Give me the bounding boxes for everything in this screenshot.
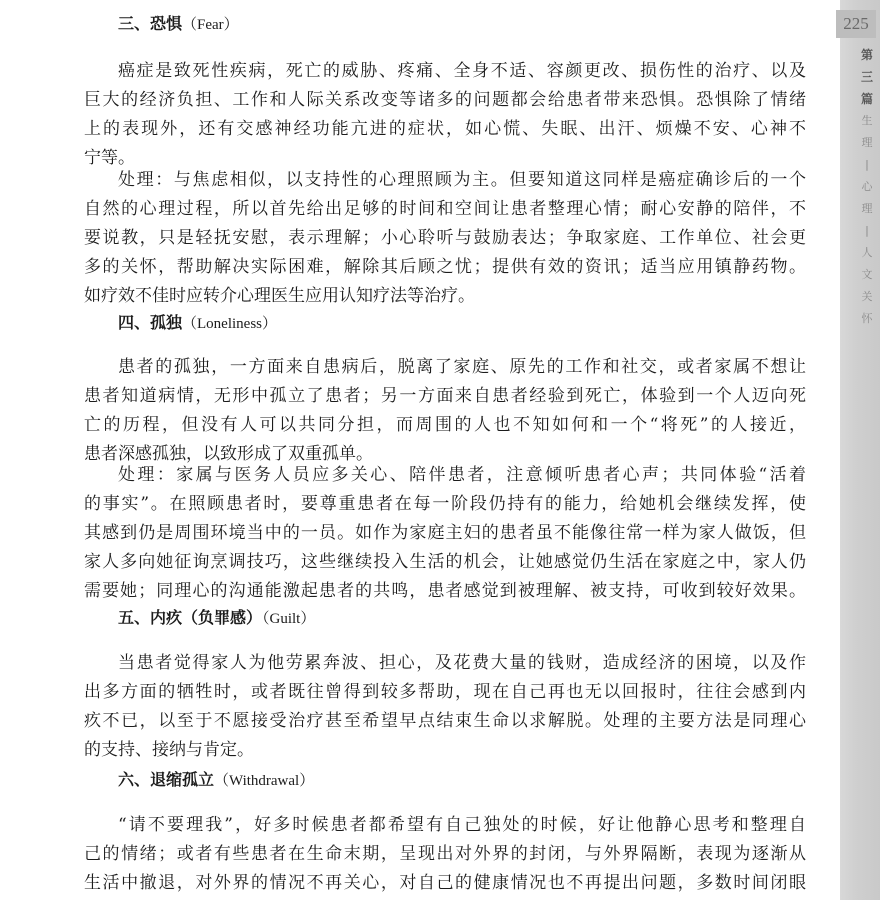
text-line: 巨大的经济负担、工作和人际关系改变等诸多的问题都会给患者带来恐惧。恐惧除了情绪 <box>84 90 806 110</box>
text-line: 其感到仍是周围环境当中的一员。如作为家庭主妇的患者虽不能像往常一样为家人做饭，但 <box>84 523 806 543</box>
section-heading-title: 四、孤独 <box>118 313 183 332</box>
section-heading-title: 五、内疚（负罪感） <box>118 608 263 627</box>
running-title-char: 第 <box>860 48 873 62</box>
running-section-title <box>858 44 876 330</box>
running-title-char: | <box>865 224 869 237</box>
text-line: 生活中撤退，对外界的情况不再关心，对自己的健康情况也不再提出问题，多数时间闭眼 <box>84 873 806 893</box>
section-heading-fear <box>118 14 239 35</box>
running-title-char: 心 <box>861 180 873 193</box>
section-heading-title: 三、恐惧 <box>118 14 183 33</box>
section-heading-title: 六、退缩孤立 <box>118 770 215 789</box>
running-title-char: 关 <box>861 290 873 303</box>
page-number: 225 <box>836 10 876 38</box>
text-line: 如疗效不佳时应转介心理医生应用认知疗法等治疗。 <box>84 286 475 306</box>
section-heading-withdrawal <box>118 770 314 791</box>
text-line: 家人多向她征询烹调技巧，这些继续投入生活的机会，让她感觉仍生活在家庭之中，家人仍 <box>84 552 806 572</box>
text-line: 多的关怀，帮助解决实际困难，解除其后顾之忧；提供有效的资讯；适当应用镇静药物。 <box>84 257 806 277</box>
text-line: 要说教，只是轻抚安慰，表示理解；小心聆听与鼓励表达；争取家庭、工作单位、社会更 <box>84 228 806 248</box>
text-line: 患者深感孤独，以致形成了双重孤单。 <box>84 444 373 464</box>
section-heading-english: （Loneliness） <box>182 316 278 332</box>
text-line: 需要她；同理心的沟通能激起患者的共鸣，患者感觉到被理解、被支持，可收到较好效果。 <box>84 581 806 601</box>
text-line: 自然的心理过程，所以首先给出足够的时间和空间让患者整理心情；耐心安静的陪伴，不 <box>84 199 806 219</box>
section-heading-english: （Withdrawal） <box>214 773 315 789</box>
text-line: 亡的历程，但没有人可以共同分担，而周围的人也不知如何和一个“将死”的人接近， <box>84 415 806 435</box>
text-line: “请不要理我”，好多时候患者都希望有自己独处的时候，好让他静心思考和整理自 <box>118 815 806 835</box>
text-line: 的事实”。在照顾患者时，要尊重患者在每一阶段仍持有的能力，给她机会继续发挥，使 <box>84 494 806 514</box>
text-line: 上的表现外，还有交感神经功能亢进的症状，如心慌、失眠、出汗、烦燥不安、心神不 <box>84 119 806 139</box>
running-title-char: 篇 <box>860 92 873 106</box>
text-line: 宁等。 <box>84 148 135 168</box>
section-heading-english: （Guilt） <box>262 611 316 627</box>
running-title-char: 理 <box>861 202 873 215</box>
text-line: 疚不已，以至于不愿接受治疗甚至希望早点结束生命以求解脱。处理的主要方法是同理心 <box>84 711 806 731</box>
text-line: 出多方面的牺牲时，或者既往曾得到较多帮助，现在自己再也无以回报时，往往会感到内 <box>84 682 806 702</box>
running-title-char: | <box>865 158 869 171</box>
running-title-char: 三 <box>860 70 873 84</box>
text-line: 癌症是致死性疾病，死亡的威胁、疼痛、全身不适、容颜更改、损伤性的治疗、以及 <box>118 61 806 81</box>
text-line: 己的情绪；或者有些患者在生命末期，呈现出对外界的封闭，与外界隔断，表现为逐渐从 <box>84 844 806 864</box>
text-line: 患者知道病情，无形中孤立了患者；另一方面来自患者经验到死亡，体验到一个人迈向死 <box>84 386 806 406</box>
section-heading-english: （Fear） <box>182 17 239 33</box>
text-line: 处理：与焦虑相似，以支持性的心理照顾为主。但要知道这同样是癌症确诊后的一个 <box>118 170 806 190</box>
running-title-char: 生 <box>861 114 873 127</box>
running-title-char: 理 <box>861 136 873 149</box>
section-heading-loneliness <box>118 313 277 334</box>
running-title-char: 人 <box>861 246 873 259</box>
section-heading-guilt <box>118 608 315 629</box>
text-line: 的支持、接纳与肯定。 <box>84 740 254 760</box>
running-title-char: 文 <box>861 268 873 281</box>
running-title-char: 怀 <box>861 312 873 325</box>
text-line: 患者的孤独，一方面来自患病后，脱离了家庭、原先的工作和社交，或者家属不想让 <box>118 357 806 377</box>
text-line: 当患者觉得家人为他劳累奔波、担心，及花费大量的钱财，造成经济的困境，以及作 <box>118 653 806 673</box>
text-line: 处理：家属与医务人员应多关心、陪伴患者，注意倾听患者心声；共同体验“活着 <box>118 465 806 485</box>
